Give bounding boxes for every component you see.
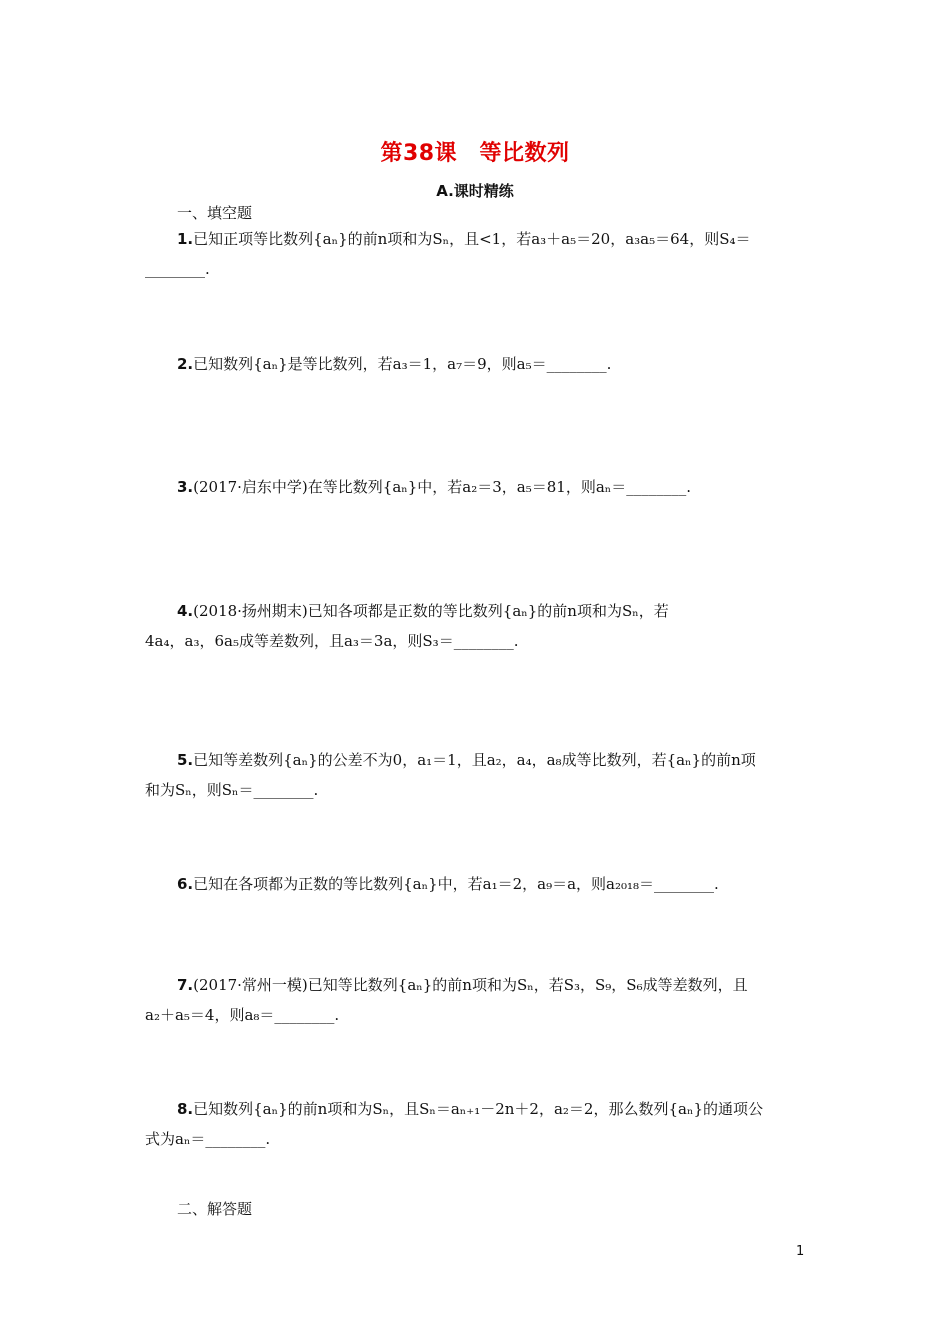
question-text: (2017·启东中学)在等比数列{aₙ}中，若a₂＝3，a₅＝81，则aₙ＝________. xyxy=(193,478,692,496)
question-text-cont: 式为aₙ＝________. xyxy=(145,1130,271,1148)
question-text-cont: 4a₄，a₃，6a₅成等差数列，且a₃＝3a，则S₃＝________. xyxy=(145,632,519,650)
question-1 xyxy=(145,224,810,284)
question-7 xyxy=(145,970,810,1030)
section-fill-in: 一、填空题 xyxy=(177,204,253,222)
question-text: (2017·常州一模)已知等比数列{aₙ}的前n项和为Sₙ，若S₃，S₉，S₆成等差数列，且 xyxy=(193,976,748,994)
question-text: 已知正项等比数列{aₙ}的前n项和为Sₙ，且<1，若a₃＋a₅＝20，a₃a₅＝64，则S₄＝ xyxy=(193,230,751,248)
question-3 xyxy=(145,472,810,502)
question-text-cont: 和为Sₙ，则Sₙ＝________. xyxy=(145,781,319,799)
question-number: 1. xyxy=(177,230,194,248)
question-2 xyxy=(145,349,810,379)
question-number: 8. xyxy=(177,1100,194,1118)
question-6 xyxy=(145,869,810,899)
question-number: 6. xyxy=(177,875,194,893)
question-5 xyxy=(145,745,810,805)
question-text: (2018·扬州期末)已知各项都是正数的等比数列{aₙ}的前n项和为Sₙ，若 xyxy=(193,602,669,620)
question-text: 已知数列{aₙ}是等比数列，若a₃＝1，a₇＝9，则a₅＝________. xyxy=(193,355,612,373)
section-solutions: 二、解答题 xyxy=(177,1200,253,1218)
page-title: 第38课 等比数列 xyxy=(380,141,570,166)
question-4 xyxy=(145,596,810,656)
question-number: 3. xyxy=(177,478,194,496)
question-number: 7. xyxy=(177,976,194,994)
page-number: 1 xyxy=(796,1244,805,1259)
question-text-cont: a₂＋a₅＝4，则a₈＝________. xyxy=(145,1006,340,1024)
question-8 xyxy=(145,1094,810,1154)
question-number: 4. xyxy=(177,602,194,620)
page-subtitle: A.课时精练 xyxy=(436,182,514,200)
question-number: 2. xyxy=(177,355,194,373)
question-text: 已知等差数列{aₙ}的公差不为0，a₁＝1，且a₂，a₄，a₈成等比数列，若{aₙ}的前n项 xyxy=(193,751,756,769)
question-text-cont: ________. xyxy=(145,260,210,278)
question-number: 5. xyxy=(177,751,194,769)
question-text: 已知数列{aₙ}的前n项和为Sₙ，且Sₙ＝aₙ₊₁－2n＋2，a₂＝2，那么数列{aₙ}的通项公 xyxy=(193,1100,763,1118)
question-text: 已知在各项都为正数的等比数列{aₙ}中，若a₁＝2，a₉＝a，则a₂₀₁₈＝________. xyxy=(193,875,719,893)
